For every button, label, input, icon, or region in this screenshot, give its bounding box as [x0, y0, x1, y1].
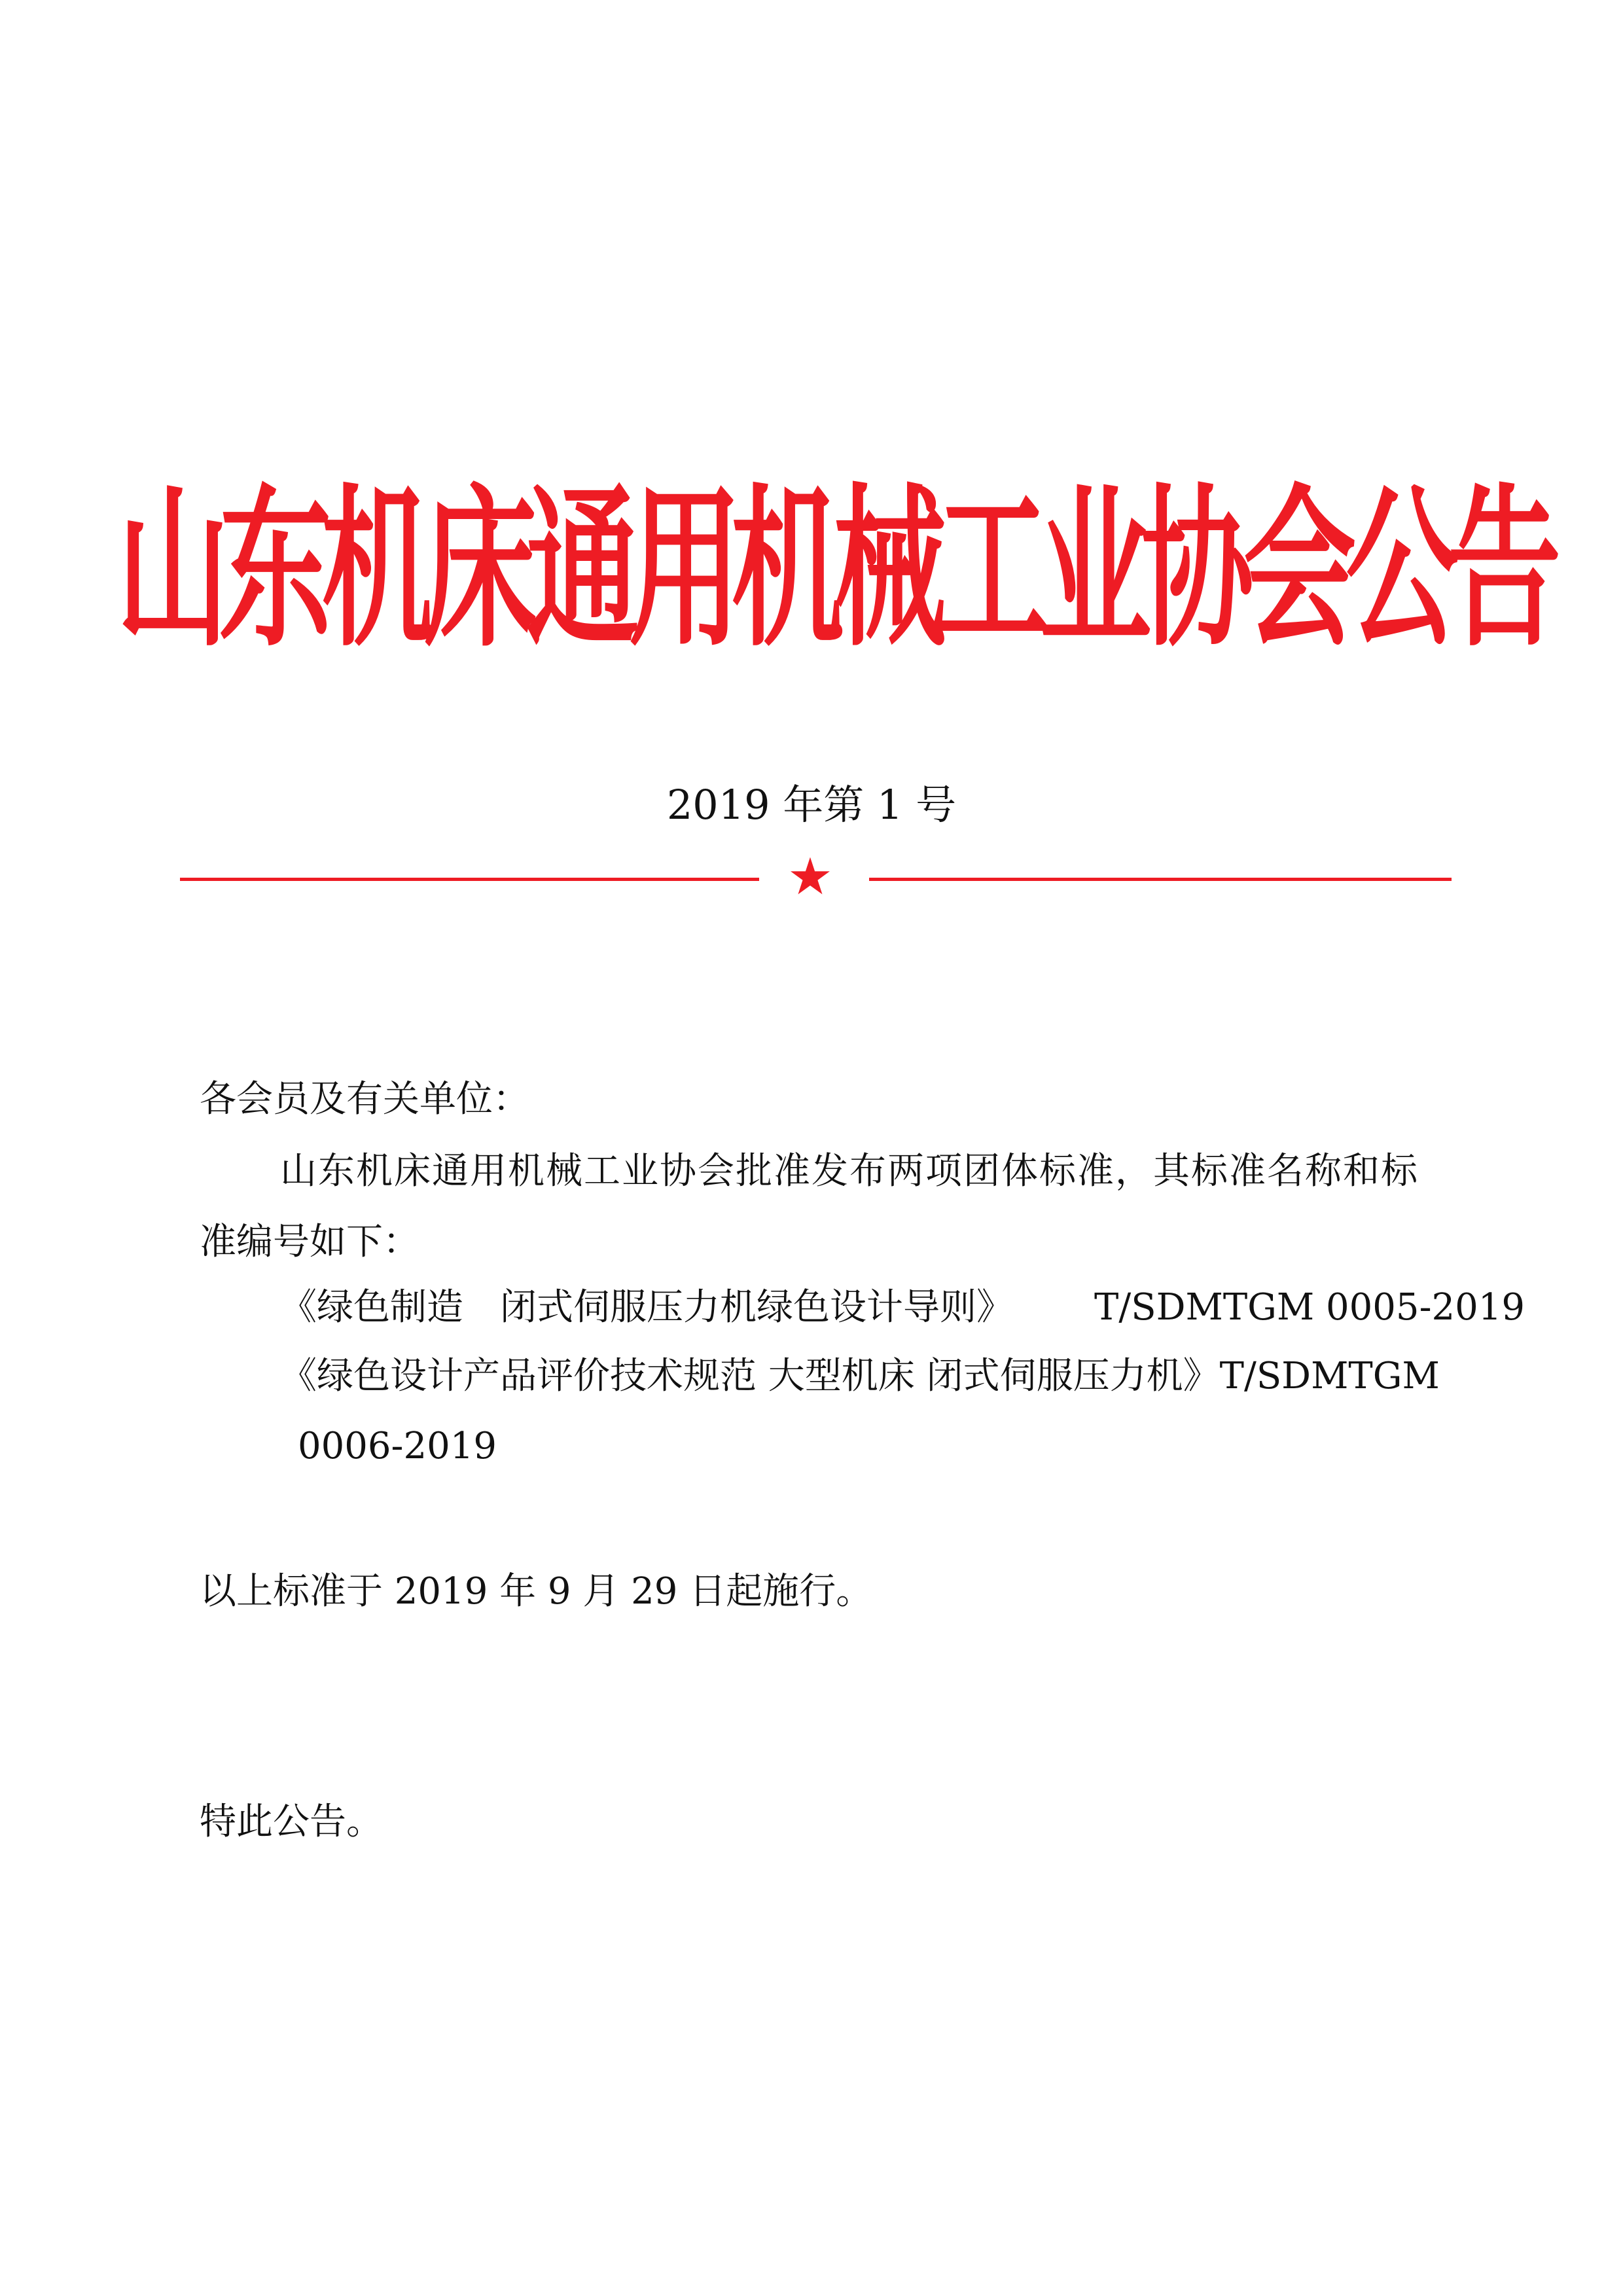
standard-2-line1: 《绿色设计产品评价技术规范 大型机床 闭式伺服压力机》T/SDMTGM — [280, 1355, 1440, 1397]
divider-right-line — [869, 878, 1452, 881]
issue-number: 2019 年第 1 号 — [666, 781, 957, 829]
standard-1 — [280, 1282, 1525, 1334]
effective-date: 以上标准于 2019 年 9 月 29 日起施行。 — [200, 1570, 873, 1613]
masthead-title-text: 山东机床通用机械工业协会公告 — [116, 467, 1551, 671]
standard-1-code: T/SDMTGM 0005-2019 — [1094, 1286, 1525, 1329]
salutation: 各会员及有关单位： — [200, 1078, 529, 1121]
masthead-title — [0, 467, 1623, 671]
closing: 特此公告。 — [200, 1801, 383, 1843]
standard-1-name: 《绿色制造 闭式伺服压力机绿色设计导则》 — [280, 1286, 1013, 1329]
announcement-paragraph-line2: 准编号如下： — [200, 1221, 419, 1263]
divider-left-line — [180, 878, 759, 881]
star-icon: ★ — [787, 848, 833, 906]
standard-2-line2: 0006-2019 — [298, 1425, 497, 1467]
announcement-paragraph-line1: 山东机床通用机械工业协会批准发布两项团体标准，其标准名称和标 — [280, 1150, 1419, 1193]
